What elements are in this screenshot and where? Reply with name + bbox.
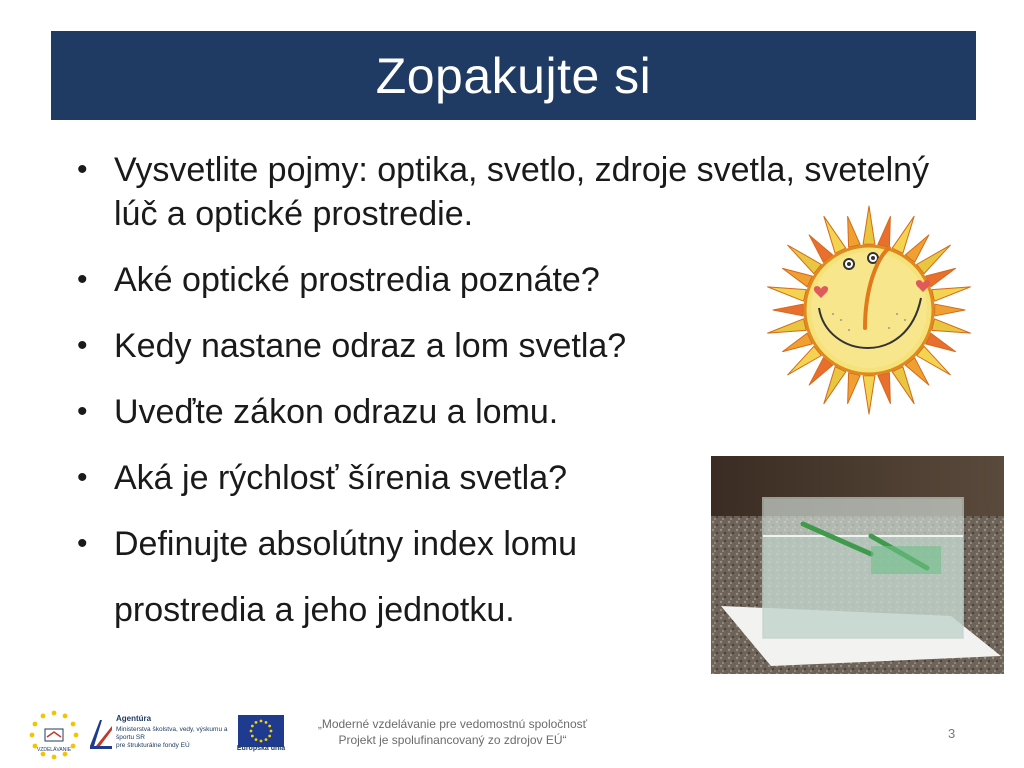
operational-program-logo <box>28 709 80 761</box>
bullet-text: Definujte absolútny index lomu <box>114 525 578 563</box>
agency-mark-icon <box>88 716 114 750</box>
eu-caption: Európska únia <box>236 745 286 752</box>
page-number: 3 <box>948 726 956 741</box>
agency-ministry: Ministerstva školstva, vedy, výskumu a športu SR <box>116 726 228 741</box>
sun-drawing-image <box>757 188 985 434</box>
project-note <box>300 716 605 748</box>
bullet-dot-icon: • <box>77 395 88 428</box>
agency-logo <box>88 712 230 758</box>
slide-title: Zopakujte si <box>375 47 652 104</box>
glass-tank-photo <box>711 456 1004 674</box>
agency-name: Agentúra <box>116 714 152 723</box>
bullet-text: prostredia a jeho jednotku. <box>114 591 515 629</box>
bullet-text: Vysvetlite pojmy: optika, svetlo, zdroje svetla, svetelný lúč a optické prostredie. <box>114 151 930 233</box>
project-line-1: „Moderné vzdelávanie pre vedomostnú spoločnosť <box>317 717 588 731</box>
bullet-dot-icon: • <box>77 527 88 560</box>
bullet-text: Uveďte zákon odrazu a lomu. <box>114 393 559 431</box>
bullet-dot-icon: • <box>77 329 88 362</box>
agency-funds: pre štrukturálne fondy EÚ <box>116 742 190 749</box>
title-bar <box>51 31 976 120</box>
bullet-text: Kedy nastane odraz a lom svetla? <box>114 327 627 365</box>
bullet-dot-icon: • <box>77 263 88 296</box>
bullet-text: Aké optické prostredia poznáte? <box>114 261 600 299</box>
bullet-text: Aká je rýchlosť šírenia svetla? <box>114 459 568 497</box>
bullet-dot-icon: • <box>77 153 88 186</box>
bullet-dot-icon: • <box>77 461 88 494</box>
project-line-2: Projekt je spolufinancovaný zo zdrojov EÚ“ <box>338 733 567 747</box>
svg-text:VZDELÁVANIE: VZDELÁVANIE <box>36 747 72 753</box>
